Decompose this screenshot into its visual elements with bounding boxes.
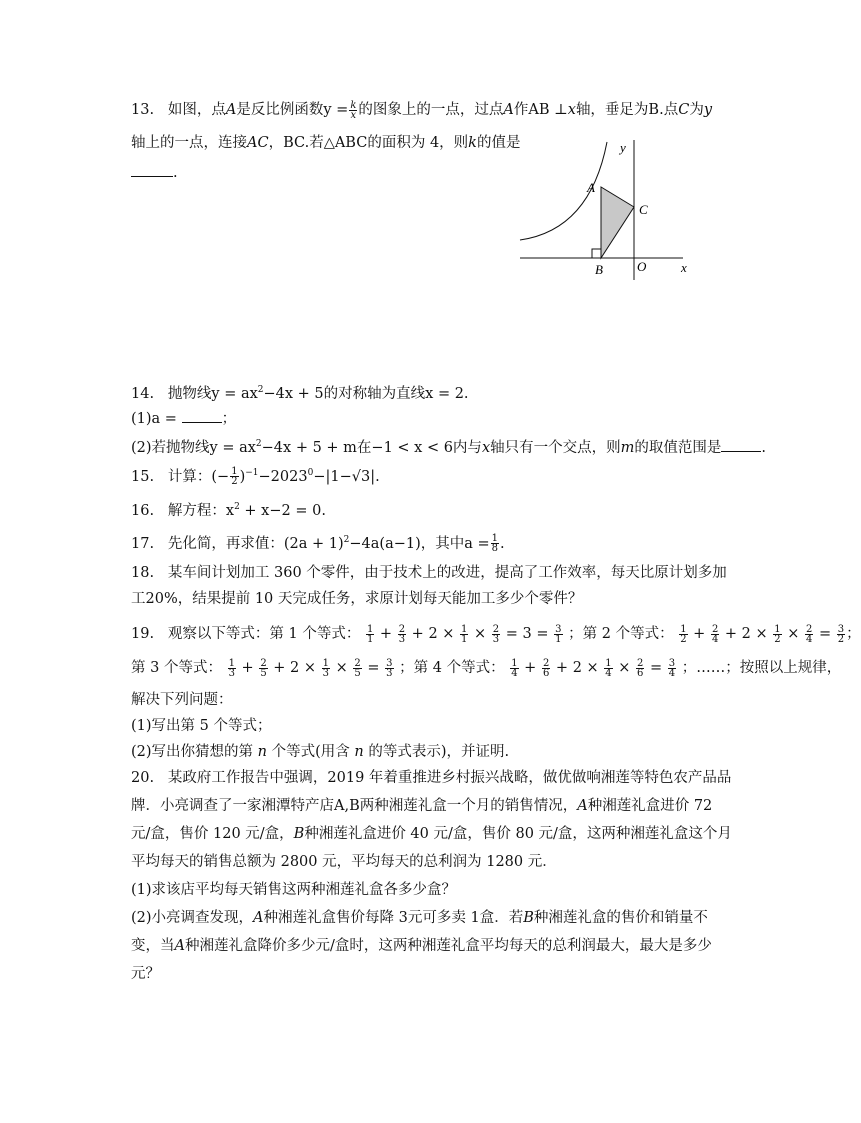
q18-line1 bbox=[131, 563, 727, 583]
question-number: 15. bbox=[131, 468, 155, 485]
q19-line3 bbox=[131, 690, 233, 710]
q15 bbox=[131, 463, 380, 487]
q20-part2-line2 bbox=[131, 936, 712, 956]
q20-part2-line1 bbox=[131, 908, 708, 928]
text: ) bbox=[239, 468, 246, 485]
operator: = bbox=[501, 626, 523, 642]
q14-stem bbox=[131, 380, 469, 404]
text: 解决下列问题： bbox=[131, 692, 233, 708]
fraction: $\frac{1}{1}$ bbox=[461, 623, 468, 645]
var-a: A bbox=[577, 798, 588, 814]
operator: × bbox=[331, 660, 353, 676]
answer-blank bbox=[721, 437, 761, 452]
text: 轴，垂足为B.点 bbox=[575, 102, 679, 118]
label-o: O bbox=[637, 259, 647, 274]
question-number: 18. bbox=[131, 565, 155, 581]
text: 的取值范围是 bbox=[634, 439, 722, 456]
operator: + 2 × bbox=[551, 660, 604, 676]
text: (2)若抛物线y = ax bbox=[131, 439, 256, 456]
text: (2)小亮调查发现， bbox=[131, 910, 254, 926]
operator: × bbox=[782, 626, 805, 642]
text: ； bbox=[221, 411, 237, 427]
operator: + bbox=[375, 626, 397, 642]
operator: + bbox=[519, 660, 541, 676]
q13-line3 bbox=[131, 162, 178, 183]
text: 某车间计划加工 360 个零件，由于技术上的改进，提高了工作效率，每天比原计划多加 bbox=[167, 565, 727, 581]
fraction: $\frac{1}{4}$ bbox=[605, 657, 612, 679]
operator: + 2 × bbox=[268, 660, 321, 676]
q20-part1 bbox=[131, 880, 456, 900]
var-n: n bbox=[257, 744, 267, 760]
text: −4x + 5的对称轴为直线x = 2. bbox=[263, 385, 469, 402]
text: ，BC.若△ABC的面积为 4，则 bbox=[268, 135, 469, 151]
superscript: 2 bbox=[234, 502, 240, 512]
fraction: $\frac{1}{2}$ bbox=[231, 466, 238, 488]
text: ；第 4 个等式： bbox=[399, 660, 505, 676]
fraction: $\frac{1}{4}$ bbox=[511, 657, 518, 679]
label-b: B bbox=[595, 262, 603, 277]
var-x: x bbox=[567, 102, 576, 118]
text: 平均每天的销售总额为 2800 元，平均每天的总利润为 1280 元． bbox=[131, 854, 557, 870]
text: 第 3 个等式： bbox=[131, 660, 222, 676]
text: 是反比例函数y = bbox=[236, 102, 349, 118]
var-a: A bbox=[225, 102, 237, 118]
var-k: k bbox=[468, 135, 477, 151]
q20-line1 bbox=[131, 768, 731, 788]
text: 种湘莲礼盒降价多少元/盒时，这两种湘莲礼盒平均每天的总利润最大，最大是多少 bbox=[184, 938, 712, 954]
text: −|1−√3|. bbox=[313, 468, 380, 485]
operator: 3 = bbox=[522, 626, 554, 642]
var-a: A bbox=[503, 102, 514, 118]
var-b: B bbox=[523, 910, 534, 926]
text: ；……；按照以上规律， bbox=[681, 660, 842, 676]
fraction: $\frac{1}{2}$ bbox=[680, 623, 687, 645]
text: 轴上的一点，连接 bbox=[131, 135, 247, 151]
var-b: B bbox=[293, 826, 305, 842]
superscript: 2 bbox=[343, 535, 350, 545]
text: 种湘莲礼盒进价 40 元/盒，售价 80 元/盒，这两种湘莲礼盒这个月 bbox=[304, 826, 732, 842]
superscript: −1 bbox=[245, 468, 259, 478]
text: 的图象上的一点，过点 bbox=[358, 102, 504, 118]
text: −2023 bbox=[258, 468, 308, 485]
text: −4a(a−1)，其中a = bbox=[349, 535, 490, 552]
q20-part2-line3 bbox=[131, 964, 160, 984]
text: 种湘莲礼盒的售价和销量不 bbox=[533, 910, 708, 926]
fraction: $\frac{1}{3}$ bbox=[228, 657, 235, 679]
text: 轴只有一个交点，则 bbox=[490, 439, 621, 456]
var-a: A bbox=[174, 938, 185, 954]
q19-line1 bbox=[131, 624, 861, 644]
operator: + 2 × bbox=[407, 626, 460, 642]
label-a: A bbox=[587, 180, 595, 195]
superscript: 2 bbox=[255, 439, 262, 449]
operator: = bbox=[645, 660, 667, 676]
text: 抛物线y = ax bbox=[167, 385, 258, 402]
fraction: $\frac{3}{2}$ bbox=[837, 623, 845, 645]
text: 工20%，结果提前 10 天完成任务，求原计划每天能加工多少个零件？ bbox=[131, 591, 583, 607]
q13-line1 bbox=[131, 100, 712, 120]
fraction: $\frac{1}{3}$ bbox=[322, 657, 330, 679]
text: . bbox=[500, 535, 505, 552]
text: −4x + 5 + m在−1 < x < 6内与 bbox=[261, 439, 482, 456]
text: 某政府工作报告中强调，2019 年着重推进乡村振兴战略，做优做响湘莲等特色农产品品 bbox=[167, 770, 732, 786]
q19-part2 bbox=[131, 742, 509, 762]
text: 如图，点 bbox=[167, 102, 226, 118]
question-number: 20. bbox=[131, 770, 155, 786]
var-a: A bbox=[253, 910, 264, 926]
text: . bbox=[173, 165, 178, 181]
text: 个等式(用含 bbox=[271, 744, 350, 760]
answer-blank bbox=[131, 162, 173, 177]
fraction: $\frac{2}{3}$ bbox=[398, 623, 406, 645]
var-x: x bbox=[481, 439, 491, 456]
text: 观察以下等式：第 1 个等式： bbox=[167, 626, 361, 642]
q19-line2 bbox=[131, 658, 841, 678]
q14-part1 bbox=[131, 408, 236, 429]
fraction: $\frac{2}{6}$ bbox=[542, 657, 550, 679]
text: ； bbox=[846, 626, 861, 642]
q13-line2 bbox=[131, 133, 520, 153]
superscript: 0 bbox=[307, 468, 314, 478]
equation-2 bbox=[678, 623, 846, 645]
text: (1)写出第 5 个等式； bbox=[131, 718, 272, 734]
text: 种湘莲礼盒售价每降 3元可多卖 1盒．若 bbox=[263, 910, 524, 926]
question-number: 13. bbox=[131, 102, 155, 118]
q20-line4 bbox=[131, 852, 557, 872]
question-number: 17. bbox=[131, 535, 155, 552]
q17 bbox=[131, 530, 505, 554]
equation-3 bbox=[227, 657, 395, 679]
text: 变，当 bbox=[131, 938, 175, 954]
answer-blank bbox=[182, 408, 222, 423]
q20-line3 bbox=[131, 824, 732, 844]
equation-1 bbox=[365, 623, 564, 645]
fraction: $\frac{2}{5}$ bbox=[354, 657, 361, 679]
text: 的等式表示)，并证明. bbox=[368, 744, 510, 760]
fraction-k-over-x: $\frac{k}{x}$ bbox=[350, 99, 357, 121]
text: 元/盒，售价 120 元/盒， bbox=[131, 826, 294, 842]
var-ac: AC bbox=[247, 135, 269, 151]
text: . bbox=[761, 439, 766, 456]
q14-part2 bbox=[131, 434, 766, 458]
triangle-abc bbox=[601, 187, 634, 258]
operator: × bbox=[469, 626, 491, 642]
question-number: 16. bbox=[131, 502, 155, 519]
label-x: x bbox=[681, 260, 687, 275]
text: 元？ bbox=[131, 966, 160, 982]
text: 的值是 bbox=[476, 135, 521, 151]
operator: + 2 × bbox=[720, 626, 773, 642]
label-y: y bbox=[620, 140, 626, 155]
fraction: $\frac{1}{2}$ bbox=[774, 623, 781, 645]
var-c: C bbox=[678, 102, 690, 118]
text: 种湘莲礼盒进价 72 bbox=[587, 798, 713, 814]
label-c: C bbox=[639, 202, 648, 217]
text: 先化简，再求值：(2a + 1) bbox=[167, 535, 344, 552]
text: (1)a = bbox=[131, 411, 177, 427]
fraction: $\frac{2}{6}$ bbox=[637, 657, 644, 679]
fraction: $\frac{3}{4}$ bbox=[668, 657, 676, 679]
fraction: $\frac{3}{1}$ bbox=[555, 623, 562, 645]
text: (1)求该店平均每天销售这两种湘莲礼盒各多少盒？ bbox=[131, 882, 457, 898]
q13-figure bbox=[515, 130, 700, 285]
var-y: y bbox=[703, 102, 713, 118]
operator: + bbox=[688, 626, 710, 642]
equation-4 bbox=[509, 657, 677, 679]
question-number: 19. bbox=[131, 626, 155, 642]
fraction: $\frac{1}{1}$ bbox=[366, 623, 374, 645]
q18-line2 bbox=[131, 589, 582, 609]
q19-part1 bbox=[131, 716, 271, 736]
text: 牌．小亮调查了一家湘潭特产店A,B两种湘莲礼盒一个月的销售情况， bbox=[131, 798, 578, 814]
text: + x−2 = 0. bbox=[239, 502, 326, 519]
operator: = bbox=[814, 626, 836, 642]
operator: = bbox=[362, 660, 385, 676]
fraction: $\frac{2}{3}$ bbox=[492, 623, 500, 645]
text: 计算：(− bbox=[167, 468, 230, 485]
text: ；第 2 个等式： bbox=[568, 626, 674, 642]
fraction: $\frac{2}{4}$ bbox=[806, 623, 813, 645]
q20-line2 bbox=[131, 796, 712, 816]
superscript: 2 bbox=[257, 385, 264, 395]
fraction: $\frac{2}{4}$ bbox=[711, 623, 719, 645]
question-number: 14. bbox=[131, 385, 155, 402]
text: 作AB ⊥ bbox=[513, 102, 568, 118]
right-angle-mark bbox=[592, 249, 601, 258]
var-m: m bbox=[620, 439, 635, 456]
fraction: $\frac{2}{5}$ bbox=[260, 657, 267, 679]
fraction: $\frac{1}{8}$ bbox=[491, 533, 499, 555]
q16 bbox=[131, 497, 326, 521]
text: 为 bbox=[689, 102, 704, 118]
operator: × bbox=[613, 660, 636, 676]
text: (2)写出你猜想的第 bbox=[131, 744, 254, 760]
fraction: $\frac{3}{3}$ bbox=[386, 657, 393, 679]
operator: + bbox=[236, 660, 259, 676]
text: 解方程：x bbox=[167, 502, 235, 519]
var-n: n bbox=[354, 744, 364, 760]
